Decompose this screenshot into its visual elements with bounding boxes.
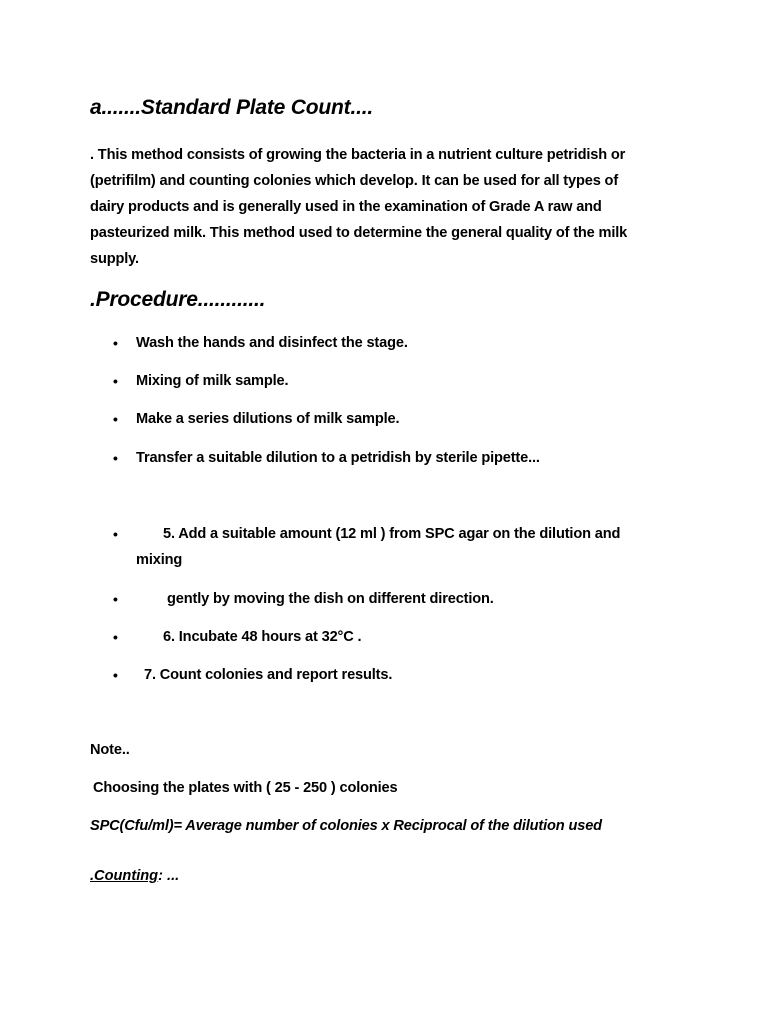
page-title: a.......Standard Plate Count.... <box>90 96 373 119</box>
procedure-step: Make a series dilutions of milk sample. <box>136 411 400 427</box>
spc-formula: SPC(Cfu/ml)= Average number of colonies x Reciprocal of the dilution used <box>90 818 602 834</box>
procedure-heading: .Procedure............ <box>90 288 266 311</box>
intro-line: (petrifilm) and counting colonies which develop. It can be used for all types of <box>90 173 619 189</box>
procedure-step: Transfer a suitable dilution to a petridish by sterile pipette... <box>136 450 540 466</box>
bullet-icon: • <box>113 335 118 351</box>
intro-line: . This method consists of growing the bacteria in a nutrient culture petridish or <box>90 147 626 163</box>
bullet-icon: • <box>113 526 118 542</box>
intro-paragraph <box>90 142 690 272</box>
bullet-icon: • <box>113 411 118 427</box>
procedure-step: Mixing of milk sample. <box>136 373 289 389</box>
counting-label: .Counting <box>90 868 159 884</box>
intro-line: pasteurized milk. This method used to determine the general quality of the milk <box>90 225 628 241</box>
bullet-icon: • <box>113 591 118 607</box>
intro-line: dairy products and is generally used in the examination of Grade A raw and <box>90 199 602 215</box>
procedure-step: Wash the hands and disinfect the stage. <box>136 335 408 351</box>
procedure-step-6: 6. Incubate 48 hours at 32°C . <box>163 629 362 645</box>
note-text: Choosing the plates with ( 25 - 250 ) colonies <box>93 780 398 796</box>
intro-line: supply. <box>90 251 139 267</box>
procedure-step-mixing-detail: gently by moving the dish on different direction. <box>167 591 494 607</box>
bullet-icon: • <box>113 667 118 683</box>
note-label: Note.. <box>90 742 130 758</box>
counting-suffix: : ... <box>158 868 180 884</box>
procedure-step-5: 5. Add a suitable amount (12 ml ) from SPC agar on the dilution and <box>163 526 621 542</box>
bullet-icon: • <box>113 373 118 389</box>
procedure-step-5-continued: mixing <box>136 552 183 568</box>
bullet-icon: • <box>113 450 118 466</box>
counting-heading <box>90 868 179 884</box>
procedure-step-7: 7. Count colonies and report results. <box>144 667 393 683</box>
bullet-icon: • <box>113 629 118 645</box>
